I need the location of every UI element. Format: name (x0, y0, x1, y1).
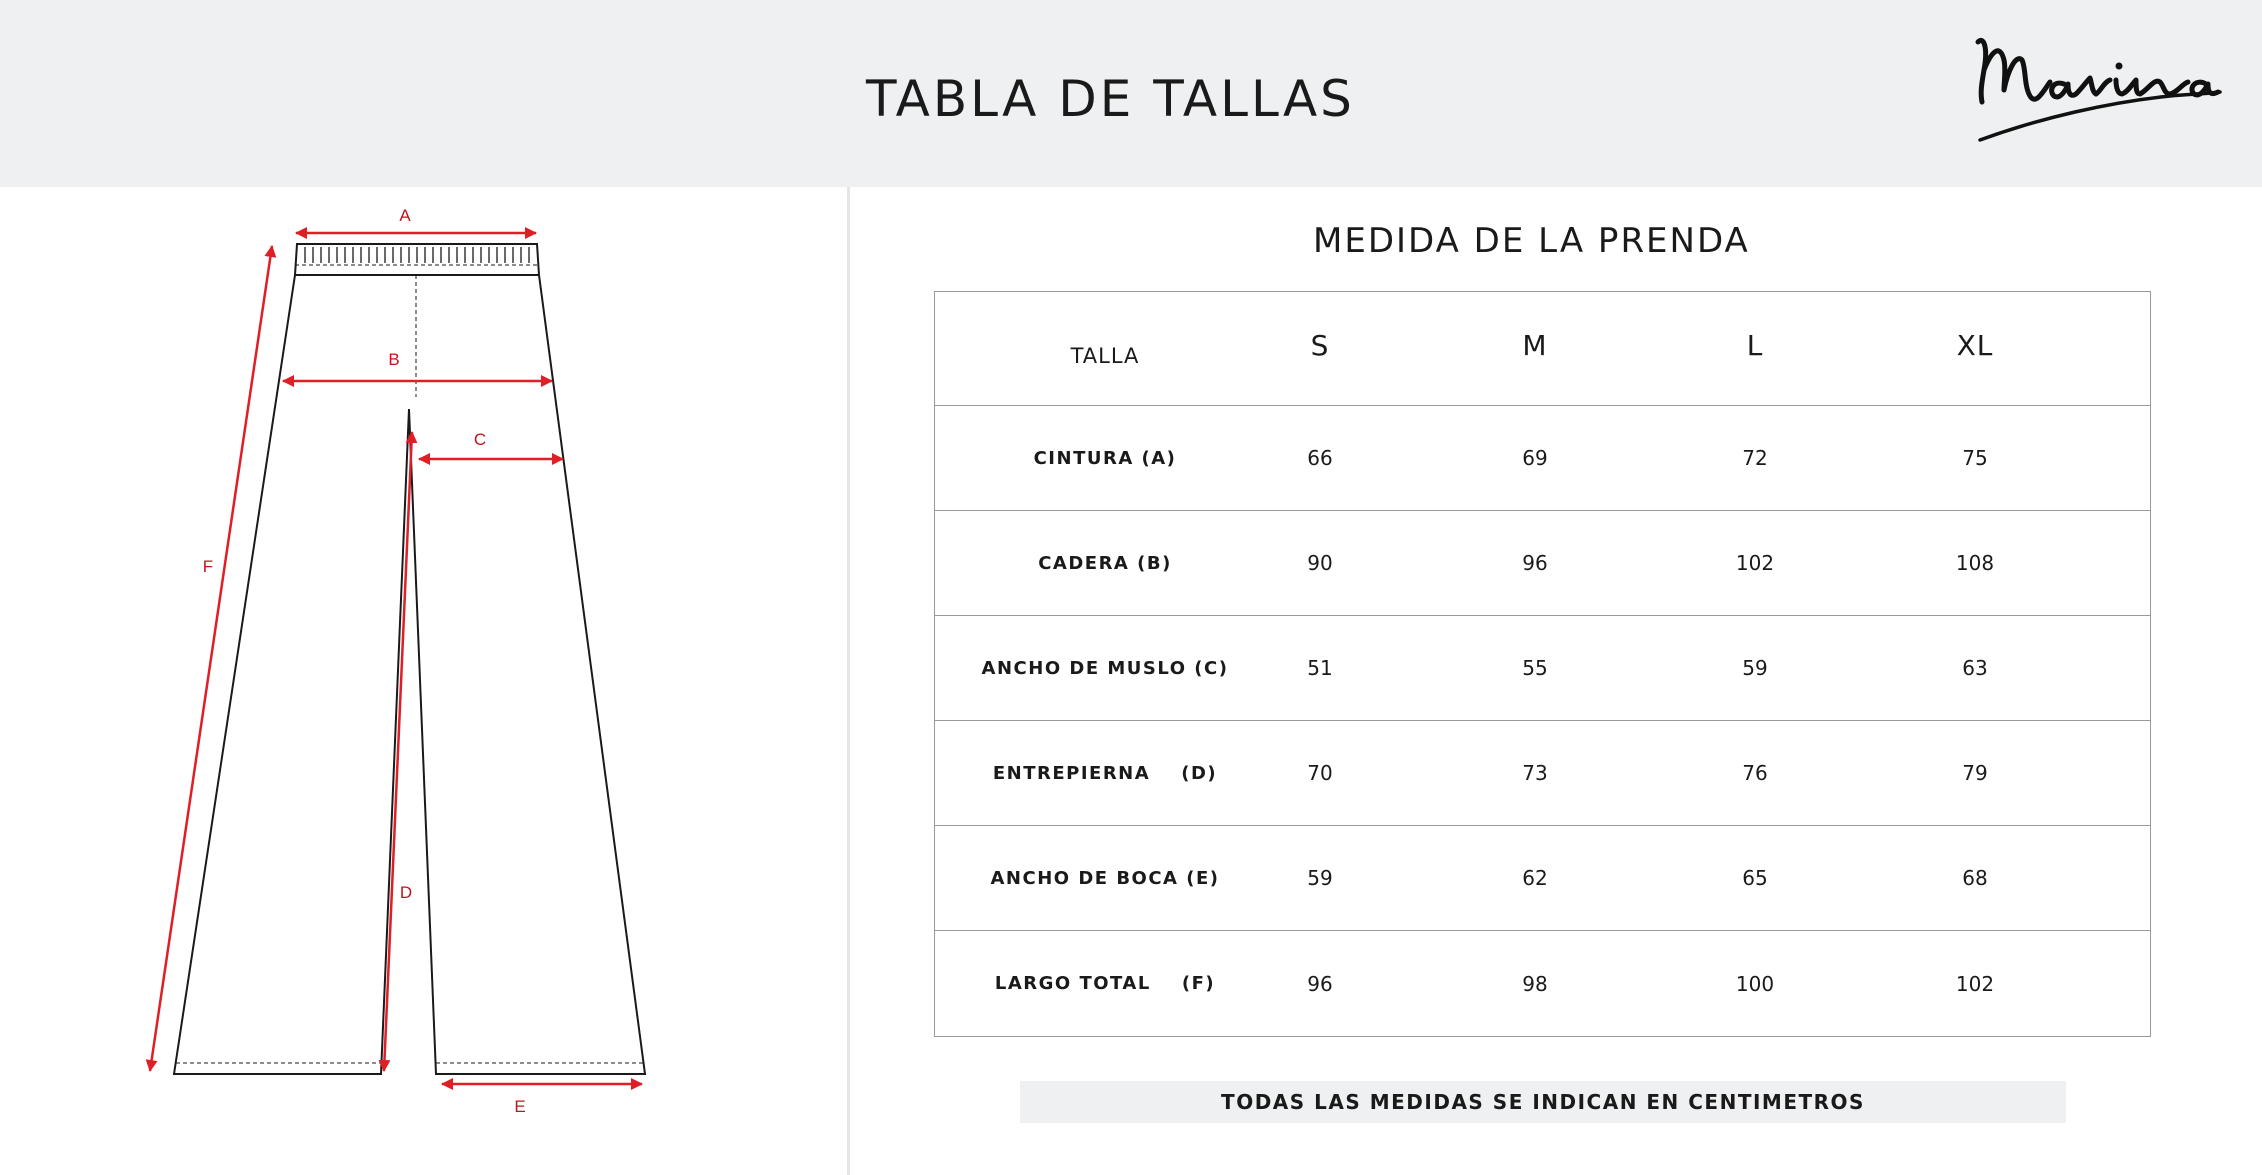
page-header (0, 0, 2262, 187)
arrow-d (384, 432, 412, 1071)
size-table (934, 291, 2151, 1037)
cell-value: 98 (1522, 971, 1548, 996)
cell-value: 102 (1735, 551, 1775, 575)
cell-value: 75 (1962, 446, 1988, 470)
cell-value: 100 (1735, 971, 1775, 996)
cell-value: 76 (1742, 761, 1768, 785)
label-d: D (399, 883, 413, 902)
cell-value: 69 (1522, 446, 1548, 470)
label-e: E (514, 1097, 526, 1116)
panel-divider (847, 187, 850, 1175)
cell-value: 59 (1742, 656, 1768, 680)
cell-value: 66 (1307, 446, 1333, 470)
label-a: A (399, 206, 411, 225)
row-label: CINTURA (A) (1033, 447, 1177, 469)
cell-value: 59 (1307, 866, 1333, 890)
size-header-xl: XL (1956, 329, 1994, 362)
table-row (935, 511, 2150, 616)
table-title: MEDIDA DE LA PRENDA (1313, 221, 1750, 261)
cell-value: 90 (1307, 551, 1333, 575)
pants-diagram (0, 187, 847, 1175)
cell-value: 68 (1962, 866, 1988, 890)
cell-value: 62 (1522, 866, 1548, 890)
cell-value: 65 (1742, 866, 1768, 890)
cell-value: 63 (1962, 656, 1988, 680)
cell-value: 73 (1522, 761, 1548, 785)
table-row (935, 826, 2150, 931)
cell-value: 96 (1522, 551, 1548, 575)
cell-value: 108 (1955, 551, 1995, 575)
size-header-l: L (1746, 329, 1764, 362)
cell-value: 70 (1307, 761, 1333, 785)
arrow-f (150, 246, 272, 1071)
size-header-m: M (1522, 329, 1548, 362)
table-row (935, 406, 2150, 511)
row-label: CADERA (B) (1038, 552, 1172, 574)
label-c: C (473, 430, 487, 449)
header-label: TALLA (1070, 343, 1140, 368)
cell-value: 96 (1307, 971, 1333, 996)
cell-value: 55 (1522, 656, 1548, 680)
cell-value: 51 (1307, 656, 1333, 680)
measurement-labels (203, 206, 526, 1116)
table-header-row (935, 292, 2150, 406)
cell-value: 102 (1955, 971, 1995, 996)
size-header-s: S (1310, 329, 1330, 362)
row-label: ANCHO DE BOCA (E) (990, 867, 1220, 889)
table-row (935, 616, 2150, 721)
table-row (935, 721, 2150, 826)
label-b: B (388, 350, 400, 369)
marina-logo (1970, 30, 2230, 150)
row-label: ENTREPIERNA (D) (992, 762, 1218, 784)
label-f: F (202, 557, 214, 576)
row-label: ANCHO DE MUSLO (C) (981, 657, 1229, 679)
page-title-text: TABLA DE TALLAS (866, 70, 1355, 128)
pants-outline (174, 244, 645, 1074)
row-label: LARGO TOTAL (F) (994, 973, 1216, 994)
table-row (935, 931, 2150, 1036)
cell-value: 72 (1742, 446, 1768, 470)
cell-value: 79 (1962, 761, 1988, 785)
units-note: TODAS LAS MEDIDAS SE INDICAN EN CENTIMETROS (1020, 1081, 2066, 1123)
